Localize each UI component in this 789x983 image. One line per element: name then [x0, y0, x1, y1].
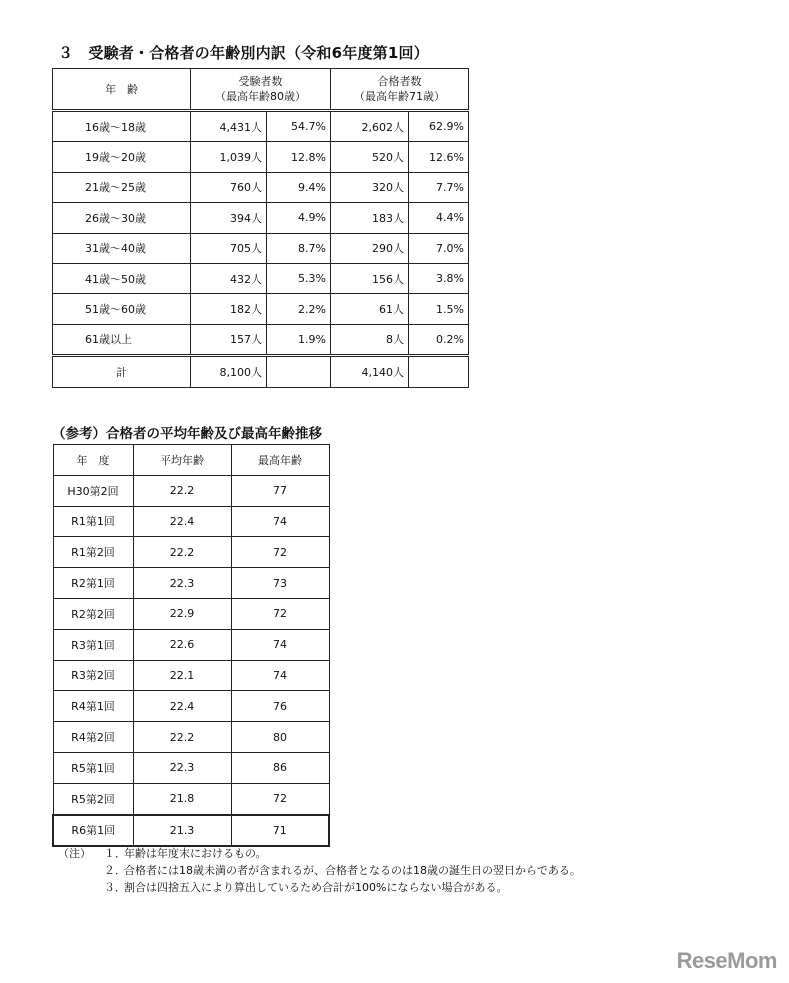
- empty-cell: [267, 356, 331, 388]
- avg-age-cell: 22.2: [133, 475, 231, 506]
- table-row: [53, 568, 329, 599]
- year-cell: R3第2回: [53, 660, 133, 691]
- header-applicants: 受験者数 （最高年齢80歳）: [191, 69, 331, 111]
- avg-age-cell: 22.4: [133, 691, 231, 722]
- year-cell: H30第2回: [53, 475, 133, 506]
- table-row: [53, 142, 469, 172]
- max-age-cell: 74: [231, 660, 329, 691]
- table-row: [53, 263, 469, 293]
- avg-age-cell: 22.2: [133, 537, 231, 568]
- age-cell: 21歳～25歳: [53, 172, 191, 202]
- max-age-cell: 73: [231, 568, 329, 599]
- total-applicant-count: 8,100人: [191, 356, 267, 388]
- section-title: ３ 受験者・合格者の年齢別内訳（令和6年度第1回）: [58, 44, 429, 62]
- avg-age-cell: 22.4: [133, 506, 231, 537]
- passer-count-cell: 61人: [331, 294, 409, 324]
- table-row: [53, 537, 329, 568]
- max-age-cell: 71: [231, 815, 329, 847]
- passer-count-cell: 183人: [331, 203, 409, 233]
- header-year: 年 度: [53, 445, 133, 476]
- applicant-count-cell: 157人: [191, 324, 267, 355]
- year-cell: R2第2回: [53, 598, 133, 629]
- note-number: ２．: [104, 864, 126, 877]
- reference-title: （参考）合格者の平均年齢及び最高年齢推移: [52, 426, 322, 442]
- max-age-cell: 72: [231, 598, 329, 629]
- max-age-cell: 77: [231, 475, 329, 506]
- applicant-count-cell: 705人: [191, 233, 267, 263]
- passer-percent-cell: 0.2%: [409, 324, 469, 355]
- note-item: [58, 879, 581, 896]
- passer-percent-cell: 7.0%: [409, 233, 469, 263]
- applicant-count-cell: 4,431人: [191, 111, 267, 142]
- notes: [58, 845, 581, 896]
- year-cell: R4第1回: [53, 691, 133, 722]
- header-age: 年 齢: [53, 69, 191, 111]
- avg-age-cell: 21.8: [133, 783, 231, 814]
- table-row: [53, 691, 329, 722]
- applicant-count-cell: 432人: [191, 263, 267, 293]
- max-age-cell: 72: [231, 537, 329, 568]
- note-number: ３．: [104, 881, 126, 894]
- max-age-cell: 74: [231, 506, 329, 537]
- passer-count-cell: 2,602人: [331, 111, 409, 142]
- year-cell: R1第2回: [53, 537, 133, 568]
- max-age-cell: 72: [231, 783, 329, 814]
- table-row: [53, 815, 329, 847]
- total-passer-count: 4,140人: [331, 356, 409, 388]
- max-age-cell: 80: [231, 722, 329, 753]
- table-row: [53, 629, 329, 660]
- age-cell: 26歳～30歳: [53, 203, 191, 233]
- applicant-percent-cell: 12.8%: [267, 142, 331, 172]
- avg-age-cell: 22.6: [133, 629, 231, 660]
- applicant-percent-cell: 54.7%: [267, 111, 331, 142]
- avg-age-cell: 22.3: [133, 752, 231, 783]
- age-cell: 31歳～40歳: [53, 233, 191, 263]
- passer-count-cell: 8人: [331, 324, 409, 355]
- passer-percent-cell: 62.9%: [409, 111, 469, 142]
- applicant-count-cell: 760人: [191, 172, 267, 202]
- age-cell: 51歳～60歳: [53, 294, 191, 324]
- year-cell: R4第2回: [53, 722, 133, 753]
- note-text: 割合は四捨五入により算出しているため合計が100%にならない場合がある。: [124, 881, 508, 894]
- avg-age-cell: 22.1: [133, 660, 231, 691]
- applicant-count-cell: 394人: [191, 203, 267, 233]
- applicant-count-cell: 1,039人: [191, 142, 267, 172]
- year-cell: R1第1回: [53, 506, 133, 537]
- age-cell: 41歳～50歳: [53, 263, 191, 293]
- max-age-cell: 76: [231, 691, 329, 722]
- table-row: [53, 111, 469, 142]
- avg-age-cell: 21.3: [133, 815, 231, 847]
- table-row: [53, 783, 329, 814]
- year-cell: R2第1回: [53, 568, 133, 599]
- applicant-percent-cell: 1.9%: [267, 324, 331, 355]
- avg-age-cell: 22.3: [133, 568, 231, 599]
- age-breakdown-table: [52, 68, 469, 388]
- table-header-row: [53, 69, 469, 111]
- applicant-percent-cell: 5.3%: [267, 263, 331, 293]
- note-item: [58, 862, 581, 879]
- table-row: [53, 722, 329, 753]
- table-row: [53, 506, 329, 537]
- resemom-logo: ReseMom: [676, 948, 777, 973]
- table-row: [53, 324, 469, 355]
- age-cell: 61歳以上: [53, 324, 191, 355]
- note-label: （注）: [58, 847, 91, 860]
- max-age-cell: 74: [231, 629, 329, 660]
- passer-count-cell: 156人: [331, 263, 409, 293]
- passer-count-cell: 290人: [331, 233, 409, 263]
- note-number: １．: [104, 847, 126, 860]
- note-text: 年齢は年度末におけるもの。: [124, 847, 267, 860]
- age-cell: 19歳～20歳: [53, 142, 191, 172]
- applicant-percent-cell: 2.2%: [267, 294, 331, 324]
- max-age-cell: 86: [231, 752, 329, 783]
- table-row: [53, 475, 329, 506]
- applicant-percent-cell: 9.4%: [267, 172, 331, 202]
- note-text: 合格者には18歳未満の者が含まれるが、合格者となるのは18歳の誕生日の翌日からである。: [124, 864, 581, 877]
- header-avg-age: 平均年齢: [133, 445, 231, 476]
- year-cell: R6第1回: [53, 815, 133, 847]
- table-header-row: [53, 445, 329, 476]
- year-cell: R5第2回: [53, 783, 133, 814]
- header-passers: 合格者数 （最高年齢71歳）: [331, 69, 469, 111]
- total-row: [53, 356, 469, 388]
- total-label: 計: [53, 356, 191, 388]
- passer-percent-cell: 1.5%: [409, 294, 469, 324]
- average-age-table: [52, 444, 330, 847]
- applicant-count-cell: 182人: [191, 294, 267, 324]
- year-cell: R5第1回: [53, 752, 133, 783]
- table-row: [53, 598, 329, 629]
- age-cell: 16歳～18歳: [53, 111, 191, 142]
- table-row: [53, 660, 329, 691]
- note-item: [58, 845, 581, 862]
- applicant-percent-cell: 8.7%: [267, 233, 331, 263]
- passer-percent-cell: 7.7%: [409, 172, 469, 202]
- table-row: [53, 752, 329, 783]
- table-row: [53, 172, 469, 202]
- year-cell: R3第1回: [53, 629, 133, 660]
- table-row: [53, 203, 469, 233]
- passer-percent-cell: 12.6%: [409, 142, 469, 172]
- avg-age-cell: 22.2: [133, 722, 231, 753]
- table-row: [53, 233, 469, 263]
- passer-count-cell: 320人: [331, 172, 409, 202]
- applicant-percent-cell: 4.9%: [267, 203, 331, 233]
- passer-count-cell: 520人: [331, 142, 409, 172]
- avg-age-cell: 22.9: [133, 598, 231, 629]
- passer-percent-cell: 3.8%: [409, 263, 469, 293]
- passer-percent-cell: 4.4%: [409, 203, 469, 233]
- table-row: [53, 294, 469, 324]
- header-max-age: 最高年齢: [231, 445, 329, 476]
- empty-cell: [409, 356, 469, 388]
